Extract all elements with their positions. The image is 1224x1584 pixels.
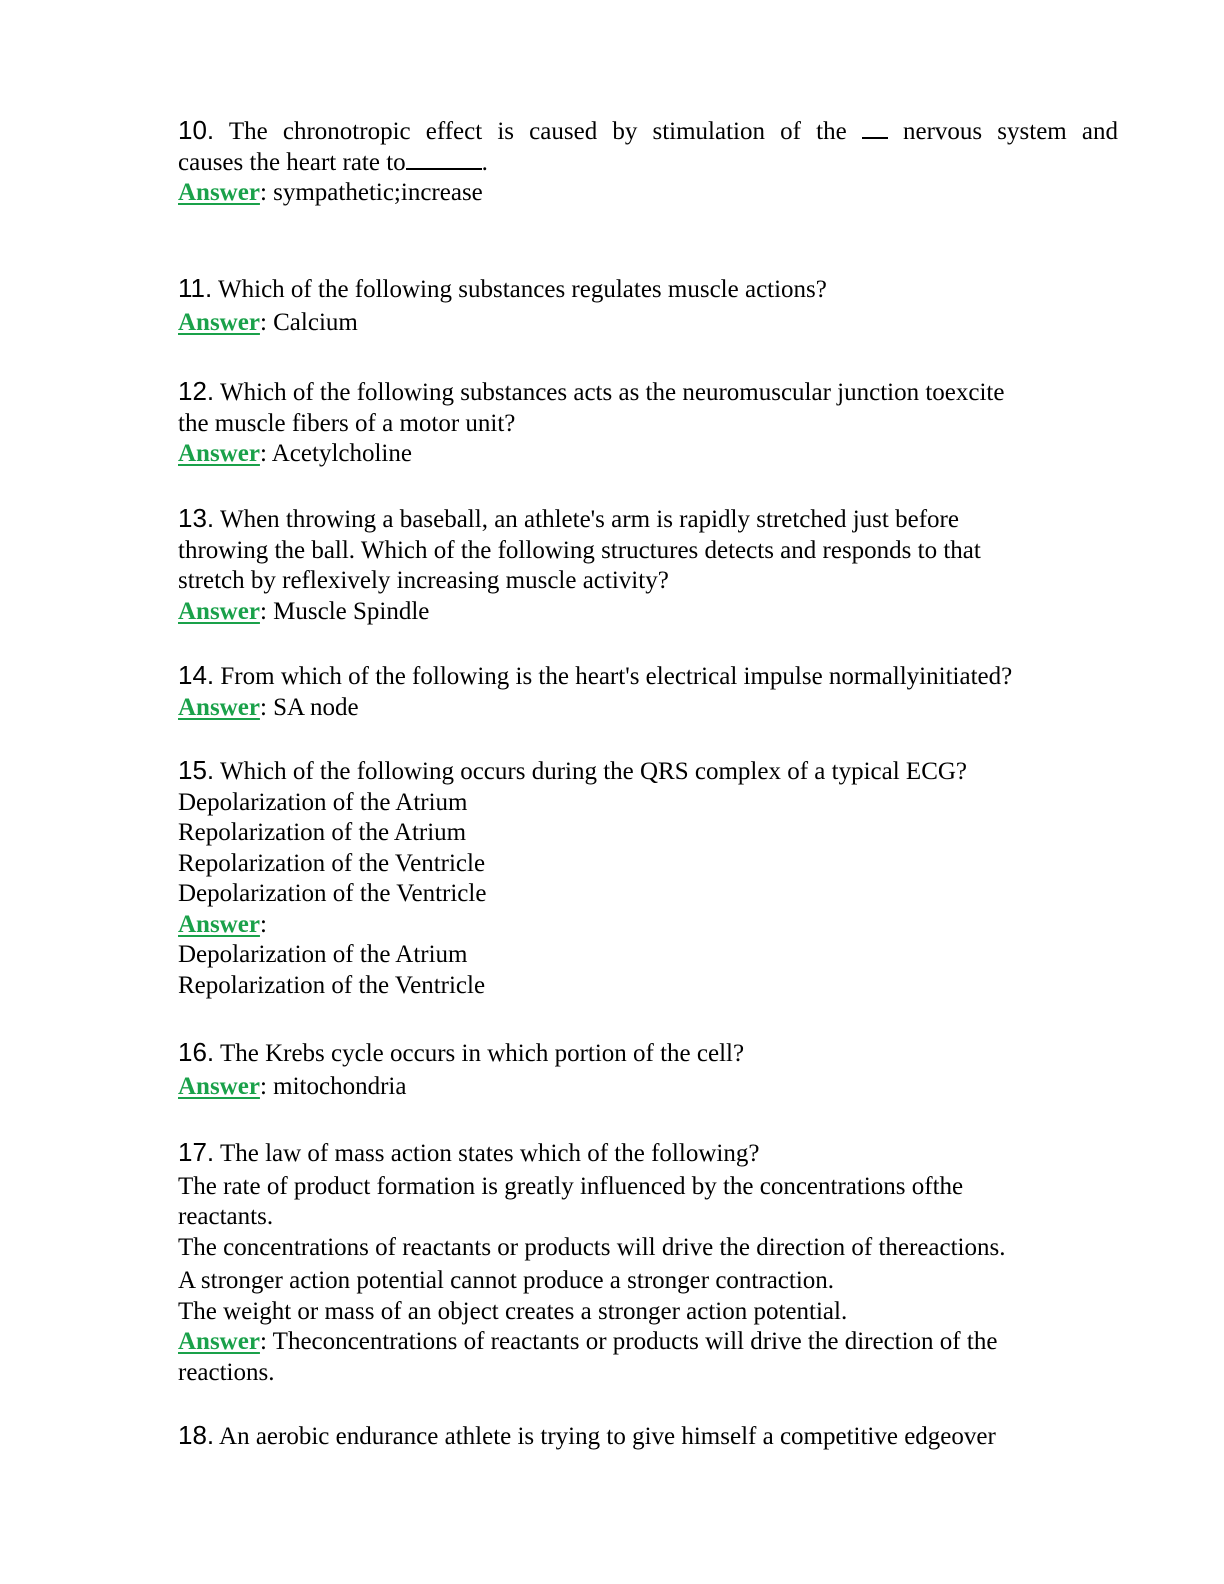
answer-label: Answer bbox=[178, 308, 260, 336]
answer-line bbox=[178, 178, 1118, 209]
question-18 bbox=[178, 1420, 1118, 1453]
answer-continuation: reactions. bbox=[178, 1358, 275, 1386]
question-14-line-1 bbox=[178, 660, 1118, 693]
question-text: From which of the following is the heart's electrical impulse normallyinitiated? bbox=[220, 663, 1013, 690]
answer-text: : SA node bbox=[259, 693, 359, 721]
question-11 bbox=[178, 273, 1118, 338]
question-text: throwing the ball. Which of the following structures detects and responds to that bbox=[178, 536, 981, 564]
question-text: Which of the following occurs during the QRS complex of a typical ECG? bbox=[219, 758, 968, 785]
question-17 bbox=[178, 1137, 1118, 1388]
question-11-line-1 bbox=[178, 273, 1118, 306]
question-12-line-1 bbox=[178, 376, 1118, 409]
answer-text: : Calcium bbox=[259, 308, 358, 336]
answer-text: : sympathetic;increase bbox=[259, 179, 483, 206]
question-number: 15. bbox=[178, 755, 215, 785]
answer-text: : Theconcentrations of reactants or products will drive the direction of the bbox=[259, 1328, 998, 1355]
question-number: 16. bbox=[178, 1037, 215, 1067]
question-text: The chronotropic effect is caused by stimulation of the bbox=[228, 118, 847, 145]
option-line: reactants. bbox=[178, 1203, 274, 1230]
question-text: When throwing a baseball, an athlete's arm is rapidly stretched just before bbox=[219, 506, 959, 533]
fill-in-blank bbox=[862, 119, 888, 139]
answer-label: Answer bbox=[178, 1072, 260, 1100]
question-text: The Krebs cycle occurs in which portion of the cell? bbox=[219, 1040, 745, 1067]
question-text: An aerobic endurance athlete is trying to give himself a competitive edgeover bbox=[219, 1423, 996, 1450]
fill-in-blank bbox=[406, 150, 482, 170]
option-line: A stronger action potential cannot produce a stronger contraction. bbox=[178, 1267, 835, 1294]
answer-line bbox=[178, 597, 1118, 628]
question-13 bbox=[178, 503, 1118, 627]
option-line: Repolarization of the Ventricle bbox=[178, 849, 486, 877]
question-10-line-2 bbox=[178, 148, 1118, 179]
question-number: 12. bbox=[178, 376, 215, 406]
question-15 bbox=[178, 755, 1118, 1001]
question-number: 11. bbox=[178, 273, 213, 303]
question-text: . bbox=[481, 148, 488, 176]
question-10 bbox=[178, 115, 1118, 209]
question-number: 10. bbox=[178, 115, 215, 145]
option-line: The concentrations of reactants or products will drive the direction of thereactions. bbox=[178, 1233, 1006, 1261]
answer-line bbox=[178, 439, 1118, 470]
question-number: 18. bbox=[178, 1420, 215, 1450]
question-13-line-2 bbox=[178, 536, 1118, 567]
answer-line bbox=[178, 693, 1118, 724]
answer-option-line: Repolarization of the Ventricle bbox=[178, 971, 486, 999]
answer-text: : bbox=[259, 910, 267, 938]
answer-line bbox=[178, 1072, 1118, 1103]
question-12-line-2 bbox=[178, 409, 1118, 440]
question-text: nervous system and bbox=[902, 118, 1118, 145]
answer-label: Answer bbox=[178, 1328, 260, 1355]
question-text: stretch by reflexively increasing muscle activity? bbox=[178, 567, 669, 594]
option-line: The rate of product formation is greatly influenced by the concentrations ofthe bbox=[178, 1172, 964, 1200]
answer-label: Answer bbox=[178, 597, 260, 625]
question-16-line-1 bbox=[178, 1037, 1118, 1070]
question-13-line-3 bbox=[178, 566, 1118, 597]
question-text: The law of mass action states which of the following? bbox=[219, 1140, 760, 1167]
answer-line bbox=[178, 308, 1118, 339]
answer-label: Answer bbox=[178, 693, 260, 721]
question-14 bbox=[178, 660, 1118, 723]
answer-text: : mitochondria bbox=[259, 1072, 407, 1100]
answer-text: : Acetylcholine bbox=[259, 440, 412, 467]
question-number: 17. bbox=[178, 1137, 215, 1167]
question-15-line-1 bbox=[178, 755, 1118, 788]
question-17-line-1 bbox=[178, 1137, 1118, 1170]
option-line: The weight or mass of an object creates a stronger action potential. bbox=[178, 1297, 848, 1325]
question-number: 13. bbox=[178, 503, 215, 533]
answer-label: Answer bbox=[178, 910, 260, 938]
option-line: Repolarization of the Atrium bbox=[178, 819, 467, 846]
answer-line bbox=[178, 1327, 1118, 1358]
option-line: Depolarization of the Atrium bbox=[178, 788, 468, 816]
question-12 bbox=[178, 376, 1118, 470]
question-text: Which of the following substances acts as the neuromuscular junction toexcite bbox=[219, 379, 1005, 406]
answer-text: : Muscle Spindle bbox=[259, 597, 430, 625]
question-text: the muscle fibers of a motor unit? bbox=[178, 409, 516, 437]
answer-line bbox=[178, 910, 1118, 941]
question-text: Which of the following substances regulates muscle actions? bbox=[218, 276, 827, 303]
answer-label: Answer bbox=[178, 179, 260, 206]
question-16 bbox=[178, 1037, 1118, 1102]
question-18-line-1 bbox=[178, 1420, 1118, 1453]
question-13-line-1 bbox=[178, 503, 1118, 536]
question-number: 14. bbox=[178, 660, 215, 690]
question-10-line-1 bbox=[178, 115, 1118, 148]
option-line: Depolarization of the Ventricle bbox=[178, 880, 487, 907]
question-text: causes the heart rate to bbox=[178, 148, 406, 176]
answer-option-line: Depolarization of the Atrium bbox=[178, 941, 468, 968]
answer-label: Answer bbox=[178, 440, 260, 467]
